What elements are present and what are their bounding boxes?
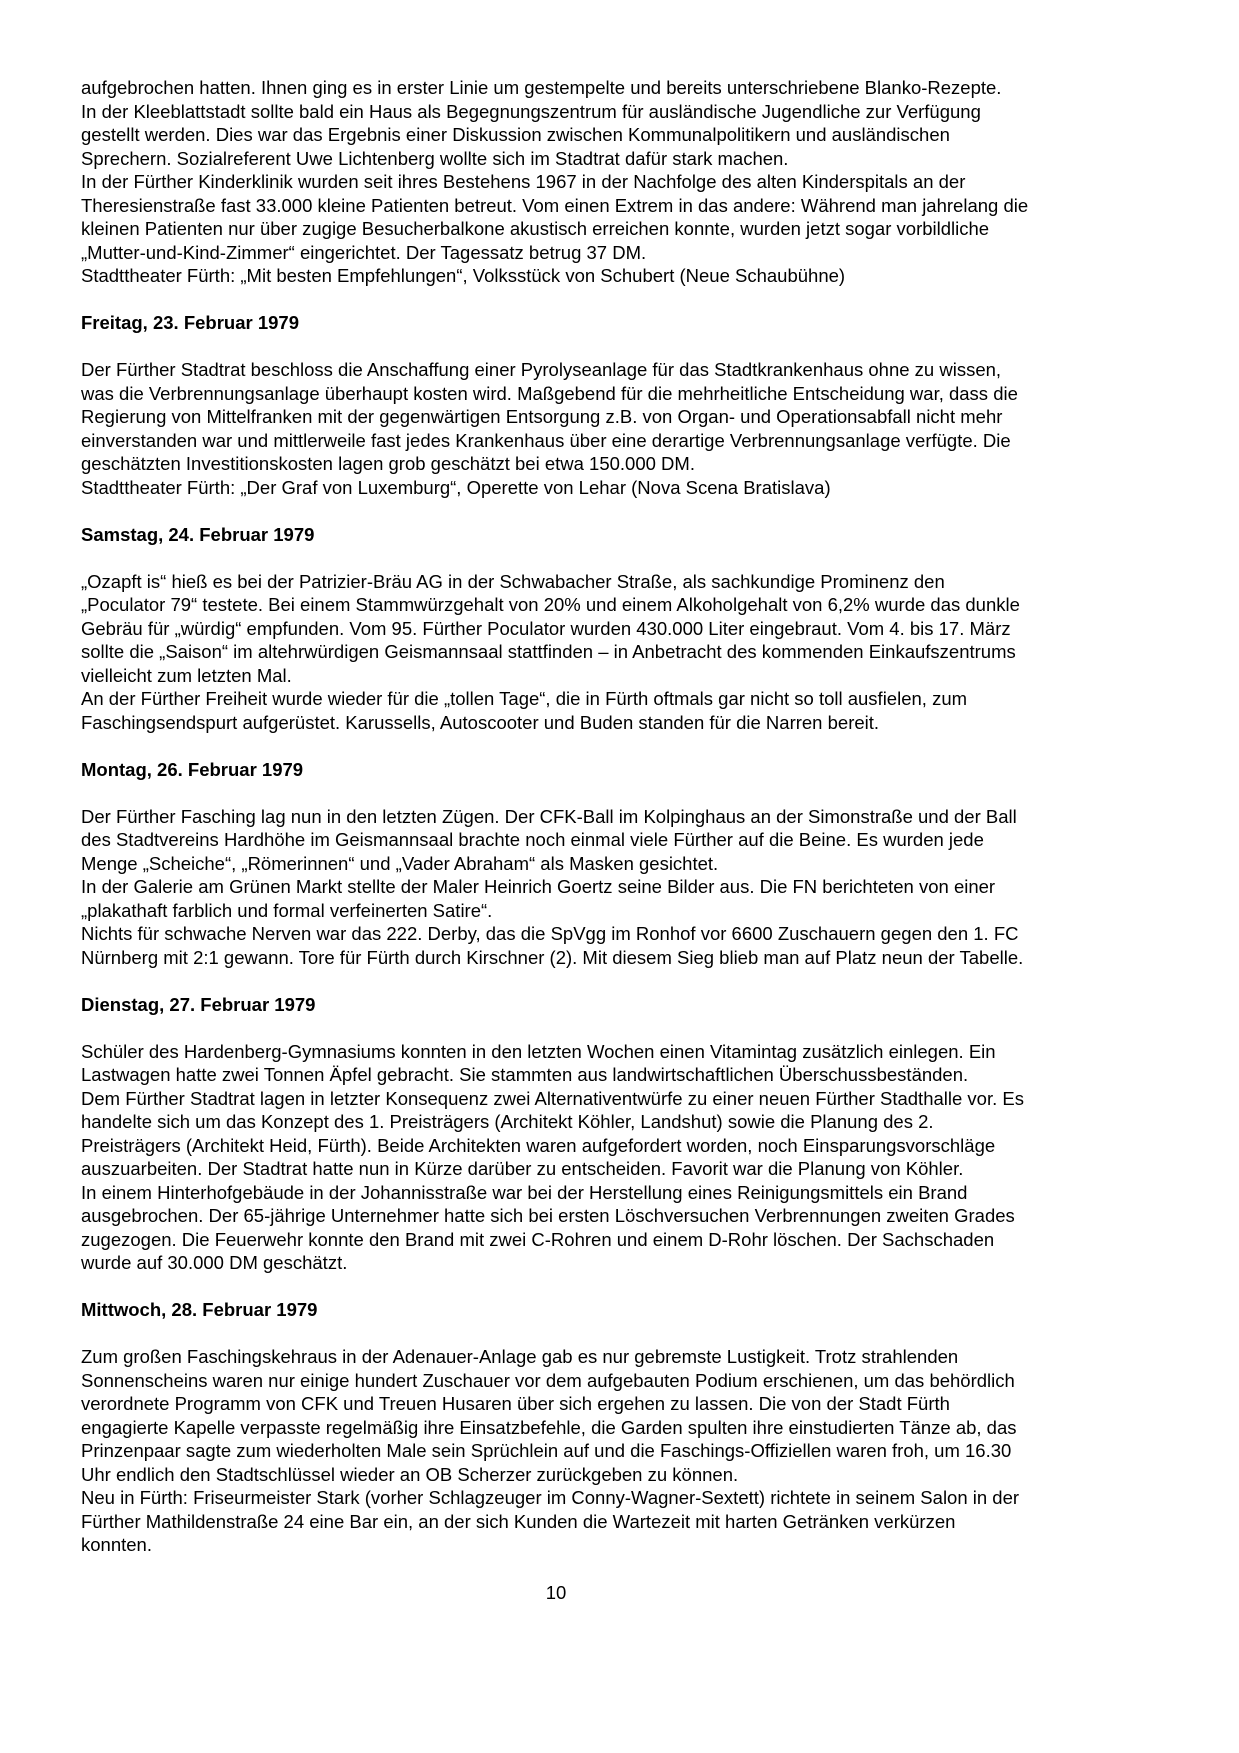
paragraph: An der Fürther Freiheit wurde wieder für die „tollen Tage“, die in Fürth oftmals gar nicht so toll ausfielen, zum Faschingsendspurt aufgerüstet. Karussells, Autoscooter und Buden standen für die Narren bereit. bbox=[81, 688, 968, 733]
section-mittwoch-28-februar bbox=[81, 1298, 1031, 1557]
section-dienstag-27-februar bbox=[81, 993, 1031, 1275]
section-heading: Mittwoch, 28. Februar 1979 bbox=[81, 1299, 318, 1320]
paragraph: „Ozapft is“ hieß es bei der Patrizier-Bräu AG in der Schwabacher Straße, als sachkundige Prominenz den „Poculator 79“ testete. Bei einem Stammwürzgehalt von 20% und einem Alkoholgehalt von 6,2% wurde das dunkle Gebräu für „würdig“ empfunden. Vom 95. Fürther Poculator wurden 430.000 Liter eingebraut. Vom 4. bis 17. März sollte die „Saison“ im altehrwürdigen Geismannsaal stattfinden – in Anbetracht des kommenden Einkaufszentrums vielleicht zum letzten Mal. bbox=[81, 570, 1020, 686]
paragraph: In der Galerie am Grünen Markt stellte der Maler Heinrich Goertz seine Bilder aus. Die FN berichteten von einer „plakathaft farblich und formal verfeinerten Satire“. bbox=[81, 876, 996, 921]
section-montag-26-februar bbox=[81, 758, 1031, 970]
paragraph: Stadttheater Fürth: „Der Graf von Luxemburg“, Operette von Lehar (Nova Scena Bratislava) bbox=[81, 476, 831, 498]
paragraph: Dem Fürther Stadtrat lagen in letzter Konsequenz zwei Alternativentwürfe zu einer neuen Fürther Stadthalle vor. Es handelte sich um das Konzept des 1. Preisträgers (Architekt Köhler, Landshut) sowie die Planung des 2. Preisträgers (Architekt Heid, Fürth). Beide Architekten waren aufgefordert worden, noch Einsparungsvorschläge auszuarbeiten. Der Stadtrat hatte nun in Kürze darüber zu entscheiden. Favorit war die Planung von Köhler. bbox=[81, 1087, 1024, 1179]
section-heading: Montag, 26. Februar 1979 bbox=[81, 758, 304, 780]
section-samstag-24-februar bbox=[81, 523, 1031, 735]
paragraph: Nichts für schwache Nerven war das 222. Derby, das die SpVgg im Ronhof vor 6600 Zuschauern gegen den 1. FC Nürnberg mit 2:1 gewann. Tore für Fürth durch Kirschner (2). Mit diesem Sieg blieb man auf Platz neun der Tabelle. bbox=[81, 923, 1024, 968]
paragraph: In einem Hinterhofgebäude in der Johannisstraße war bei der Herstellung eines Reinigungsmittels ein Brand ausgebrochen. Der 65-jährige Unternehmer hatte sich bei ersten Löschversuchen Verbrennungen zweiten Grades zugezogen. Die Feuerwehr konnte den Brand mit zwei C-Rohren und einem D-Rohr löschen. Der Sachschaden wurde auf 30.000 DM geschätzt. bbox=[81, 1181, 1015, 1273]
page-number: 10 bbox=[545, 1581, 567, 1603]
section-heading: Samstag, 24. Februar 1979 bbox=[81, 523, 315, 545]
section-heading: Freitag, 23. Februar 1979 bbox=[81, 312, 299, 333]
paragraph: Stadttheater Fürth: „Mit besten Empfehlungen“, Volksstück von Schubert (Neue Schaubühne) bbox=[81, 265, 846, 286]
paragraph: Schüler des Hardenberg-Gymnasiums konnten in den letzten Wochen einen Vitamintag zusätzlich einlegen. Ein Lastwagen hatte zwei Tonnen Äpfel gebracht. Sie stammten aus landwirtschaftlichen Überschussbeständen. bbox=[81, 1040, 996, 1085]
paragraph: aufgebrochen hatten. Ihnen ging es in erster Linie um gestempelte und bereits unterschriebene Blanko-Rezepte. bbox=[81, 77, 1002, 98]
paragraph: In der Kleeblattstadt sollte bald ein Haus als Begegnungszentrum für ausländische Jugendliche zur Verfügung gestellt werden. Dies war das Ergebnis einer Diskussion zwischen Kommunalpolitikern und ausländischen Sprechern. Sozialreferent Uwe Lichtenberg wollte sich im Stadtrat dafür stark machen. bbox=[81, 100, 981, 169]
paragraph: Der Fürther Stadtrat beschloss die Anschaffung einer Pyrolyseanlage für das Stadtkrankenhaus ohne zu wissen, was die Verbrennungsanlage überhaupt kosten wird. Maßgebend für die mehrheitliche Entscheidung war, dass die Regierung von Mittelfranken mit der gegenwärtigen Entsorgung z.B. von Organ- und Operationsabfall nicht mehr einverstanden war und mittlerweile fast jedes Krankenhaus über eine derartige Verbrennungsanlage verfügte. Die geschätzten Investitionskosten lagen grob geschätzt bei etwa 150.000 DM. bbox=[81, 359, 1018, 474]
page-content bbox=[81, 76, 1031, 1604]
paragraph: In der Fürther Kinderklinik wurden seit ihres Bestehens 1967 in der Nachfolge des alten Kinderspitals an der Theresienstraße fast 33.000 kleine Patienten betreut. Vom einen Extrem in das andere: Während man jahrelang die kleinen Patienten nur über zugige Besucherbalkone akustisch erreichen konnte, wurden jetzt sogar vorbildliche „Mutter-und-Kind-Zimmer“ eingerichtet. Der Tagessatz betrug 37 DM. bbox=[81, 171, 1029, 263]
section-heading: Dienstag, 27. Februar 1979 bbox=[81, 993, 316, 1015]
paragraph: Neu in Fürth: Friseurmeister Stark (vorher Schlagzeuger im Conny-Wagner-Sextett) richtete in seinem Salon in der Fürther Mathildenstraße 24 eine Bar ein, an der sich Kunden die Wartezeit mit harten Getränken verkürzen konnten. bbox=[81, 1487, 1020, 1555]
section-intro bbox=[81, 76, 1031, 288]
paragraph: Zum großen Faschingskehraus in der Adenauer-Anlage gab es nur gebremste Lustigkeit. Trotz strahlenden Sonnenscheins waren nur einige hundert Zuschauer vor dem aufgebauten Podium erschienen, um das behördlich verordnete Programm von CFK und Treuen Husaren über sich ergehen zu lassen. Die von der Stadt Fürth engagierte Kapelle verpasste regelmäßig ihre Einsatzbefehle, die Garden spulten ihre einstudierten Tänze ab, das Prinzenpaar sagte zum wiederholten Male sein Sprüchlein auf und die Faschings-Offiziellen waren froh, um 16.30 Uhr endlich den Stadtschlüssel wieder an OB Scherzer zurückgeben zu können. bbox=[81, 1346, 1017, 1485]
paragraph: Der Fürther Fasching lag nun in den letzten Zügen. Der CFK-Ball im Kolpinghaus an der Simonstraße und der Ball des Stadtvereins Hardhöhe im Geismannsaal brachte noch einmal viele Fürther auf die Beine. Es wurden jede Menge „Scheiche“, „Römerinnen“ und „Vader Abraham“ als Masken gesichtet. bbox=[81, 805, 1017, 874]
section-freitag-23-februar bbox=[81, 311, 1031, 499]
